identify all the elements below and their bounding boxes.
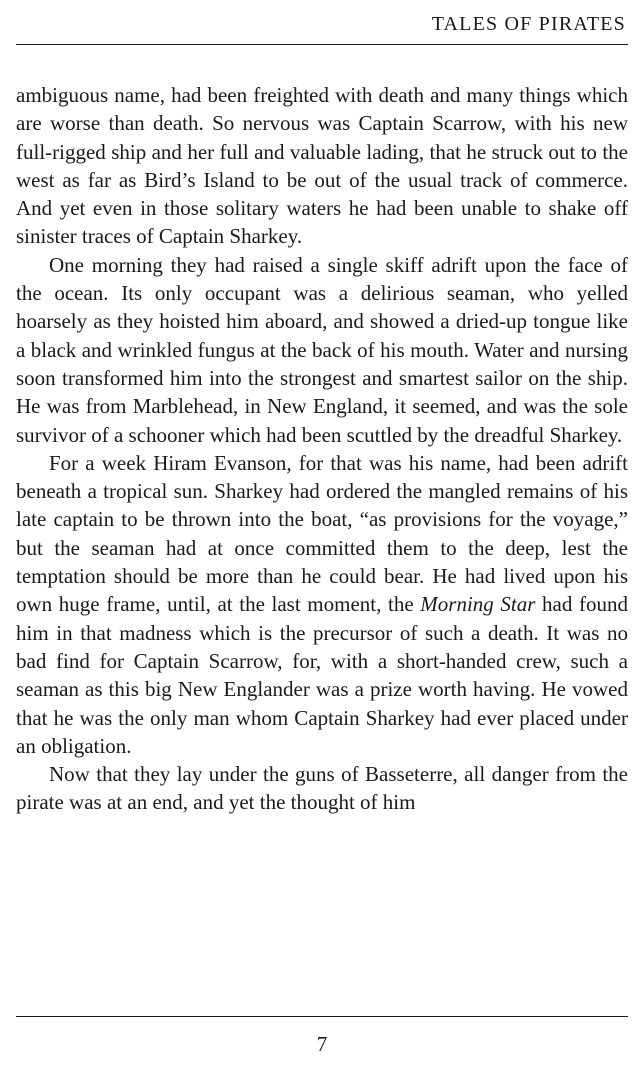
page-body <box>16 81 628 817</box>
ship-name-italic: Morning Star <box>420 592 536 617</box>
paragraph-basseterre: Now that they lay under the guns of Basseterre, all danger from the pirate was at an end, and yet the thought of him <box>16 762 628 815</box>
paragraph-evanson <box>16 449 628 760</box>
footer-rule <box>16 1016 628 1017</box>
running-header: TALES OF PIRATES <box>431 13 626 35</box>
paragraph-skiff: One morning they had raised a single skiff adrift upon the face of the ocean. Its only occupant was a delirious seaman, who yelled hoarsely as they hoisted him aboard, and showed a dried-up tongue like a black and wrinkled fungus at the back of his mouth. Water and nursing soon transformed him into the strongest and smartest sailor on the ship. He was from Marblehead, in New England, it seemed, and was the sole survivor of a schooner which had been scuttled by the dreadful Sharkey. <box>16 252 628 447</box>
header-rule <box>16 44 628 45</box>
paragraph-evanson-part-2: had found him in that madness which is the precursor of such a death. It was no bad find for Captain Scarrow, for, with a short-handed crew, such a seaman as this big New Englander was a prize worth having. He vowed that he was the only man whom Captain Sharkey had ever placed under an obligation. <box>16 592 628 758</box>
page-number: 7 <box>316 1032 328 1056</box>
paragraph-evanson-part-1: For a week Hiram Evanson, for that was his name, had been adrift beneath a tropical sun. Sharkey had ordered the mangled remains of his late captain to be thrown into the boat, “as provisions for the voyage,” but the seaman had at once committed them to the deep, lest the temptation should be more than he could bear. He had lived upon his own huge frame, until, at the last moment, the <box>16 450 628 617</box>
paragraph-continued: ambiguous name, had been freighted with death and many things which are worse than death. So nervous was Captain Scarrow, with his new full-rigged ship and her full and valuable lading, that he struck out to the west as far as Bird’s Island to be out of the usual track of commerce. And yet even in those solitary waters he had been unable to shake off sinister traces of Captain Sharkey. <box>16 83 628 249</box>
